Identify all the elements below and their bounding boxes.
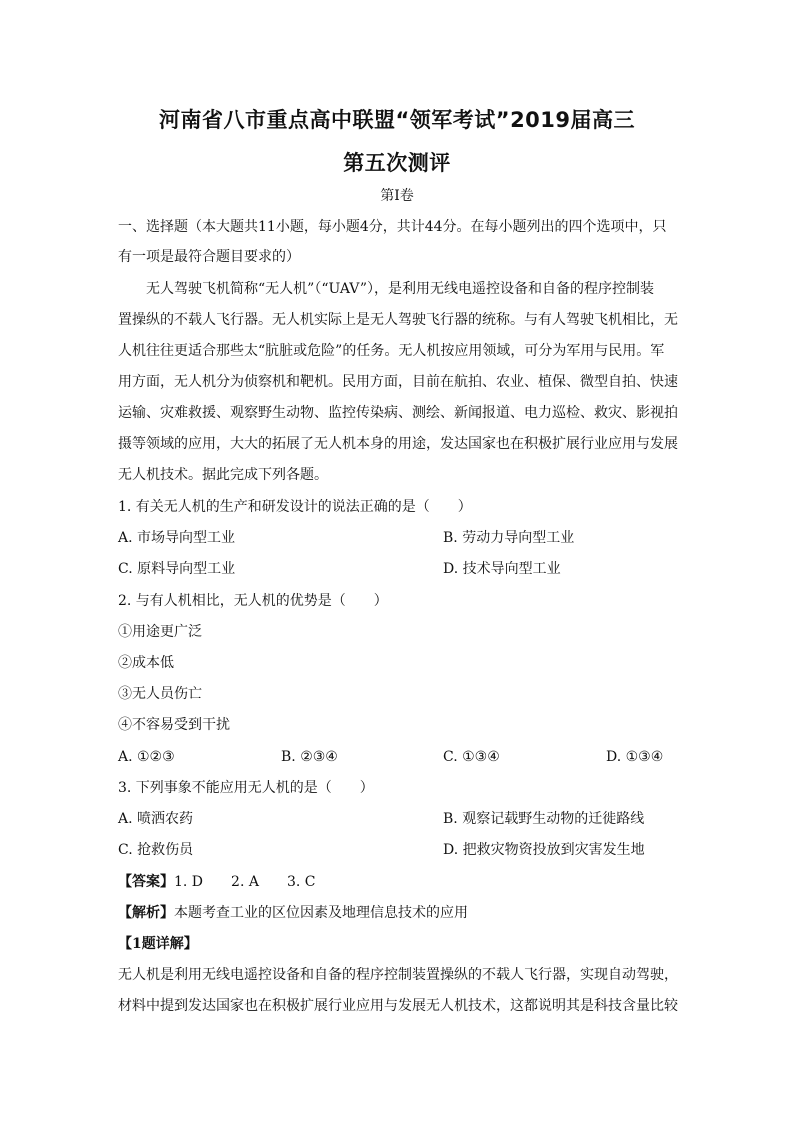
passage-line: 摄等领域的应用，大大的拓展了无人机本身的用途，发达国家也在积极扩展行业应用与发展 bbox=[118, 436, 678, 452]
question-1-option-a: A. 市场导向型工业 bbox=[118, 530, 236, 546]
question-2-option-d: D. ①③④ bbox=[606, 749, 664, 765]
question-3-option-d: D. 把救灾物资投放到灾害发生地 bbox=[443, 842, 645, 858]
detail-heading: 【1题详解】 bbox=[118, 936, 198, 952]
document-title: 河南省八市重点高中联盟“领军考试”2019届高三 bbox=[158, 108, 636, 132]
answer-line bbox=[118, 872, 678, 892]
section-intro-line: 一、选择题（本大题共11小题，每小题4分，共计44分。在每小题列出的四个选项中，只 bbox=[118, 219, 667, 235]
passage-line: 人机往往更适合那些太“肮脏或危险”的任务。无人机按应用领域，可分为军用与民用。军 bbox=[118, 343, 665, 359]
question-2-option-c: C. ①③④ bbox=[443, 749, 500, 765]
question-2-item: ①用途更广泛 bbox=[118, 624, 202, 640]
question-3-option-c: C. 抢救伤员 bbox=[118, 842, 194, 858]
question-1-stem: 1. 有关无人机的生产和研发设计的说法正确的是（ ） bbox=[118, 499, 472, 515]
answer-text: 1. D 2. A 3. C bbox=[174, 874, 316, 890]
question-2-option-a: A. ①②③ bbox=[118, 749, 175, 765]
passage-line: 运输、灾难救援、观察野生动物、监控传染病、测绘、新闻报道、电力巡检、救灾、影视拍 bbox=[118, 405, 678, 421]
question-3-option-b: B. 观察记载野生动物的迁徙路线 bbox=[443, 811, 645, 827]
question-2-stem: 2. 与有人机相比，无人机的优势是（ ） bbox=[118, 593, 388, 609]
question-2-item: ④不容易受到干扰 bbox=[118, 717, 230, 733]
question-3-option-a: A. 喷洒农药 bbox=[118, 811, 194, 827]
passage-line: 无人驾驶飞机简称“无人机”（“UAV”），是利用无线电遥控设备和自备的程序控制装 bbox=[146, 281, 655, 297]
analysis-line bbox=[118, 903, 678, 923]
question-3-stem: 3. 下列事象不能应用无人机的是（ ） bbox=[118, 780, 374, 796]
question-1-option-c: C. 原料导向型工业 bbox=[118, 561, 236, 577]
answer-tag: 【答案】 bbox=[118, 874, 174, 890]
passage-line: 无人机技术。据此完成下列各题。 bbox=[118, 467, 328, 483]
passage-line: 用方面，无人机分为侦察机和靶机。民用方面，目前在航拍、农业、植保、微型自拍、快速 bbox=[118, 374, 678, 390]
detail-line: 材料中提到发达国家也在积极扩展行业应用与发展无人机技术，这都说明其是科技含量比较 bbox=[118, 998, 678, 1014]
analysis-text: 本题考查工业的区位因素及地理信息技术的应用 bbox=[174, 905, 468, 921]
passage-line: 置操纵的不载人飞行器。无人机实际上是无人驾驶飞行器的统称。与有人驾驶飞机相比，无 bbox=[118, 312, 678, 328]
question-2-option-b: B. ②③④ bbox=[281, 749, 338, 765]
question-2-item: ③无人员伤亡 bbox=[118, 686, 202, 702]
volume-heading: 第I卷 bbox=[380, 188, 414, 204]
question-1-option-d: D. 技术导向型工业 bbox=[443, 561, 561, 577]
question-2-item: ②成本低 bbox=[118, 655, 174, 671]
section-intro-line: 有一项是最符合题目要求的） bbox=[118, 249, 300, 265]
analysis-tag: 【解析】 bbox=[118, 905, 174, 921]
detail-line: 无人机是利用无线电遥控设备和自备的程序控制装置操纵的不载人飞行器，实现自动驾驶， bbox=[118, 967, 678, 983]
document-subtitle: 第五次测评 bbox=[343, 151, 451, 175]
question-1-option-b: B. 劳动力导向型工业 bbox=[443, 530, 575, 546]
